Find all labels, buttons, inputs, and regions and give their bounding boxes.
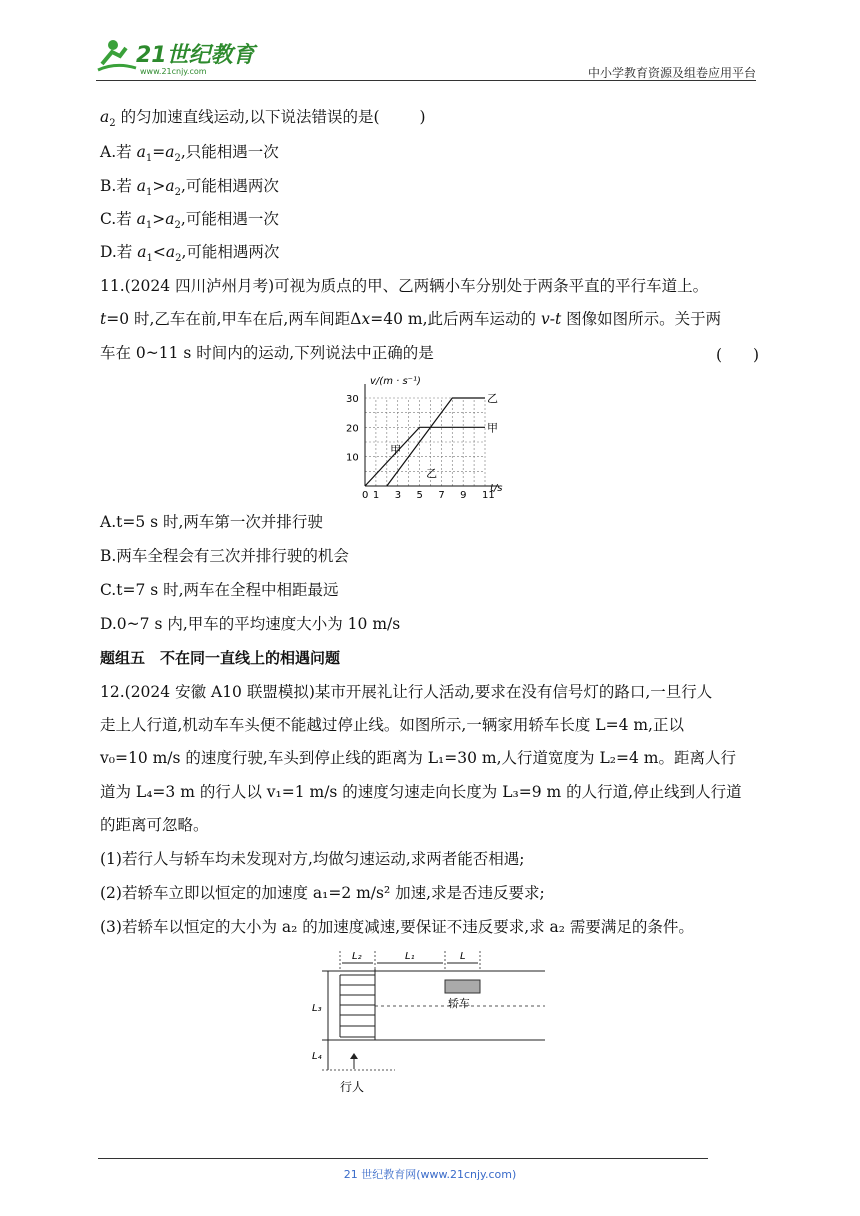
line-label-yi: 乙: [426, 467, 438, 481]
q11-option-c: C.t=7 s 时,两车在全程中相距最远: [100, 581, 339, 599]
logo-text: 21世纪教育: [136, 43, 255, 68]
crosswalk-diagram: [300, 945, 560, 1100]
site-logo: [96, 36, 266, 78]
q12-line4: 道为 L₄=3 m 的行人以 v₁=1 m/s 的速度匀速走向长度为 L₃=9 m 的人行道,停止线到人行道: [100, 783, 742, 801]
q11-option-a: A.t=5 s 时,两车第一次并排行驶: [100, 513, 323, 531]
x-tick-label: 0: [362, 490, 369, 500]
svg-text:L₃: L₃: [312, 1003, 322, 1014]
q10-option-c: C.若 $a_1>a_2$,可能相遇一次: [100, 210, 279, 232]
header-rule: [96, 80, 756, 81]
platform-name: 中小学教育资源及组卷应用平台: [587, 66, 756, 80]
car-label: 轿车: [448, 997, 470, 1010]
x-tick-label: 7: [438, 490, 445, 500]
footer-text: 21 世纪教育网(www.21cnjy.com): [343, 1168, 517, 1181]
chart-ylabel: v/(m · s⁻¹): [370, 376, 421, 387]
y-tick-label: 30: [346, 394, 359, 405]
q11-option-b: B.两车全程会有三次并排行驶的机会: [100, 547, 349, 565]
series-label-yi: 乙: [487, 392, 498, 405]
footer-rule: [98, 1158, 708, 1159]
q11-line1: 11.(2024 四川泸州月考)可视为质点的甲、乙两辆小车分别处于两条平直的平行车道上。: [100, 277, 709, 295]
q12-part3: (3)若轿车以恒定的大小为 a₂ 的加速度减速,要保证不违反要求,求 a₂ 需要满足的条件。: [100, 918, 694, 936]
q11-line2: t=0 时,乙车在前,甲车在后,两车间距Δx=40 m,此后两车运动的 v-t 图像如图所示。关于两: [100, 310, 722, 328]
svg-text:L₄: L₄: [312, 1051, 322, 1062]
q10-option-b: B.若 $a_1>a_2$,可能相遇两次: [100, 177, 279, 199]
x-tick-label: 11: [482, 490, 495, 500]
q10-stem: $a_2$ 的匀加速直线运动,以下说法错误的是( ): [100, 108, 426, 130]
y-tick-label: 10: [346, 452, 359, 464]
x-tick-label: 9: [460, 490, 467, 500]
q11-line3: 车在 0~11 s 时间内的运动,下列说法中正确的是: [100, 344, 434, 362]
y-tick-label: 20: [346, 423, 359, 435]
svg-text:L₁: L₁: [405, 951, 415, 962]
x-tick-label: 1: [372, 490, 380, 500]
vt-chart: [340, 370, 520, 500]
q12-line1: 12.(2024 安徽 A10 联盟模拟)某市开展礼让行人活动,要求在没有信号灯的路口,一旦行人: [100, 683, 713, 701]
chart-xlabel: t/s: [490, 483, 503, 494]
q12-line2: 走上人行道,机动车车头便不能越过停止线。如图所示,一辆家用轿车长度 L=4 m,正以: [100, 716, 684, 734]
car-rect: [445, 980, 480, 993]
svg-text:L₂: L₂: [352, 951, 362, 962]
x-tick-label: 5: [416, 490, 423, 500]
q11-option-d: D.0~7 s 内,甲车的平均速度大小为 10 m/s: [100, 615, 401, 633]
svg-text:L: L: [460, 951, 466, 962]
series-label-jia: 甲: [487, 421, 498, 435]
q10-option-a: A.若 $a_1=a_2$,只能相遇一次: [100, 143, 279, 165]
q12-part2: (2)若轿车立即以恒定的加速度 a₁=2 m/s² 加速,求是否违反要求;: [100, 884, 545, 902]
line-label-jia: 甲: [390, 443, 402, 457]
pedestrian-label: 行人: [340, 1080, 365, 1094]
x-tick-label: 3: [394, 490, 402, 500]
q12-part1: (1)若行人与轿车均未发现对方,均做匀速运动,求两者能否相遇;: [100, 850, 525, 868]
section-title: 题组五 不在同一直线上的相遇问题: [100, 649, 341, 667]
q10-option-d: D.若 $a_1<a_2$,可能相遇两次: [100, 243, 280, 265]
q11-answer-paren: ( ): [716, 346, 760, 364]
q12-line3: v₀=10 m/s 的速度行驶,车头到停止线的距离为 L₁=30 m,人行道宽度为 L₂=4 m。距离人行: [100, 749, 736, 767]
q12-line5: 的距离可忽略。: [100, 816, 209, 834]
logo-url: www.21cnjy.com: [140, 67, 207, 76]
